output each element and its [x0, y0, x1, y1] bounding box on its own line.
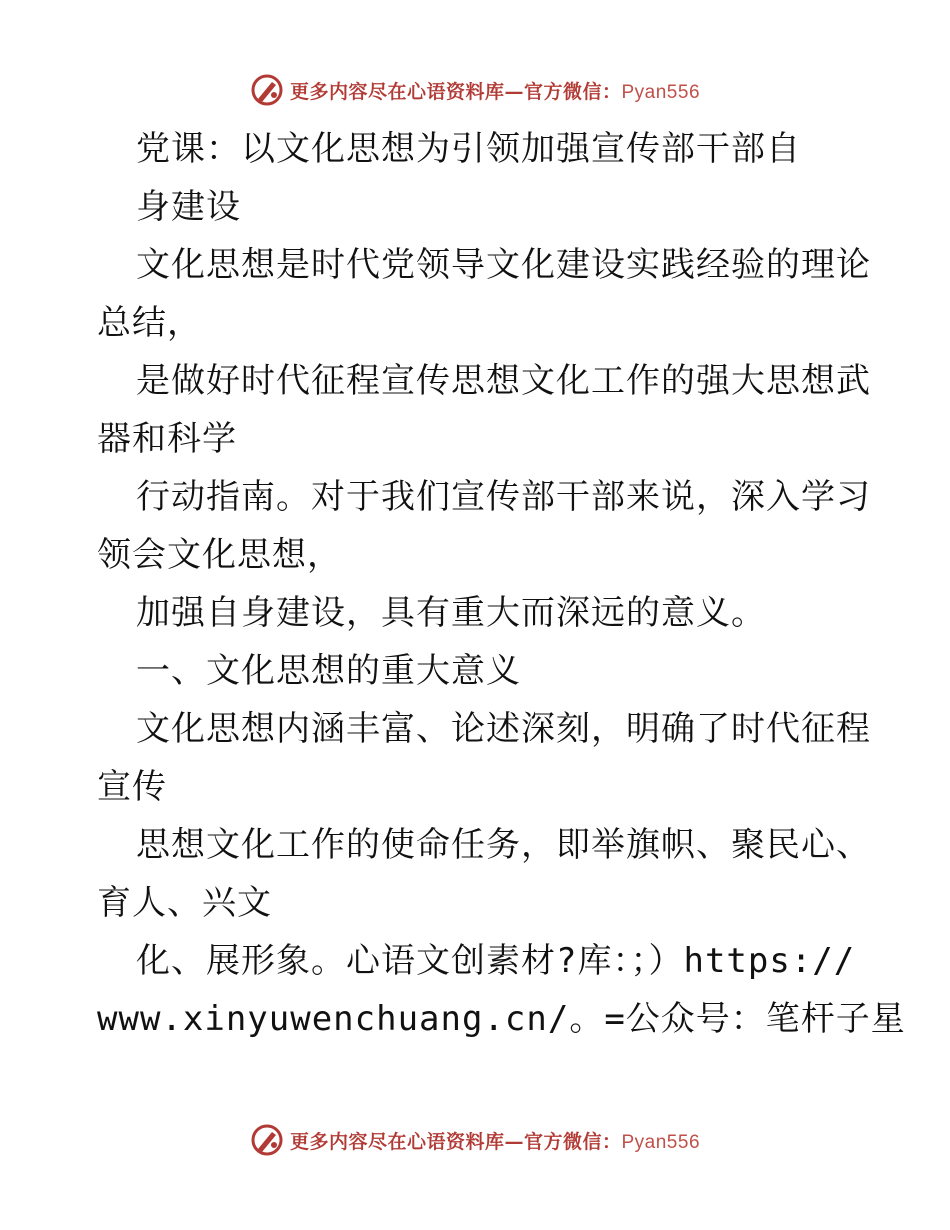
doc-line: 加强自身建设，具有重大而深远的意义。 — [136, 593, 766, 633]
doc-line: 思想文化工作的使命任务，即举旗帜、聚民心、 — [136, 825, 871, 865]
doc-line-url-2: www.xinyuwenchuang.cn/。=公众号：笔杆子星 — [97, 999, 906, 1039]
doc-section-heading: 一、文化思想的重大意义 — [136, 651, 521, 691]
pen-logo-icon — [250, 1123, 284, 1157]
doc-line: 是做好时代征程宣传思想文化工作的强大思想武 — [136, 361, 871, 401]
doc-line: 育人、兴文 — [97, 883, 272, 923]
doc-line: 行动指南。对于我们宣传部干部来说，深入学习 — [136, 477, 871, 517]
doc-line: 领会文化思想， — [97, 535, 342, 575]
pen-logo-icon — [250, 73, 284, 107]
footer-watermark-banner — [0, 1120, 950, 1160]
doc-line-title-1: 党课：以文化思想为引领加强宣传部干部自 — [136, 129, 801, 169]
footer-banner-label: 更多内容尽在心语资料库—官方微信： — [289, 1130, 622, 1153]
header-wechat-id: Pyan556 — [621, 81, 701, 103]
doc-line: 宣传 — [97, 767, 167, 807]
doc-line: 文化思想内涵丰富、论述深刻，明确了时代征程 — [136, 709, 871, 749]
footer-wechat-id: Pyan556 — [621, 1131, 701, 1153]
doc-line: 总结， — [97, 303, 202, 343]
document-body — [97, 120, 906, 1048]
header-banner-text — [290, 77, 700, 104]
doc-line: 器和科学 — [97, 419, 237, 459]
header-watermark-banner — [0, 70, 950, 110]
doc-line: 文化思想是时代党领导文化建设实践经验的理论 — [136, 245, 871, 285]
header-banner-label: 更多内容尽在心语资料库—官方微信： — [289, 80, 622, 103]
doc-line-title-2: 身建设 — [136, 187, 241, 227]
footer-banner-text — [290, 1127, 700, 1154]
doc-line-url-1: 化、展形象。心语文创素材?库：；）https:// — [136, 941, 856, 981]
